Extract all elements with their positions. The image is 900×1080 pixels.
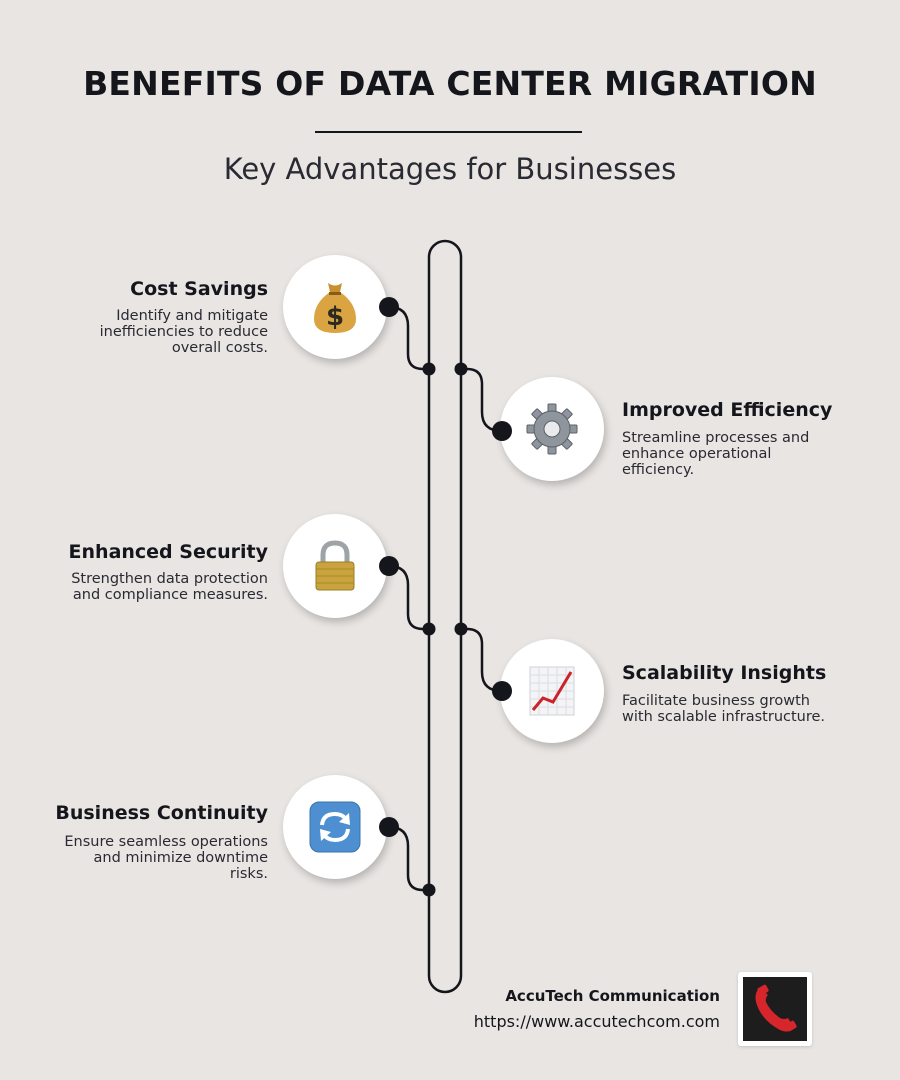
company-url-link[interactable]: https://www.accutechcom.com bbox=[473, 1012, 720, 1031]
benefit-description: Facilitate business growth with scalable infrastructure. bbox=[622, 693, 826, 725]
benefit-description: Streamline processes and enhance operational efficiency. bbox=[622, 430, 810, 478]
benefit-title: Cost Savings bbox=[130, 278, 268, 300]
endpoint-dot bbox=[492, 681, 512, 701]
benefit-title: Enhanced Security bbox=[68, 541, 268, 563]
benefit-description: Ensure seamless operations and minimize downtime risks. bbox=[64, 834, 268, 882]
benefit-description: Identify and mitigate inefficiencies to reduce overall costs. bbox=[99, 308, 268, 356]
phone-icon bbox=[752, 984, 798, 1034]
logo-background bbox=[743, 977, 807, 1041]
svg-text:$: $ bbox=[325, 302, 345, 332]
endpoint-dot bbox=[492, 421, 512, 441]
benefit-title: Business Continuity bbox=[55, 802, 268, 824]
company-name: AccuTech Communication bbox=[505, 987, 720, 1005]
page-subtitle: Key Advantages for Businesses bbox=[223, 152, 677, 186]
benefit-description: Strengthen data protection and compliance measures. bbox=[71, 571, 268, 603]
company-logo bbox=[738, 972, 812, 1046]
benefit-title: Scalability Insights bbox=[622, 662, 827, 684]
benefit-title: Improved Efficiency bbox=[622, 399, 833, 421]
page-title: BENEFITS OF DATA CENTER MIGRATION bbox=[83, 64, 817, 103]
endpoint-dot bbox=[379, 556, 399, 576]
endpoint-dot bbox=[379, 297, 399, 317]
endpoint-dot bbox=[379, 817, 399, 837]
